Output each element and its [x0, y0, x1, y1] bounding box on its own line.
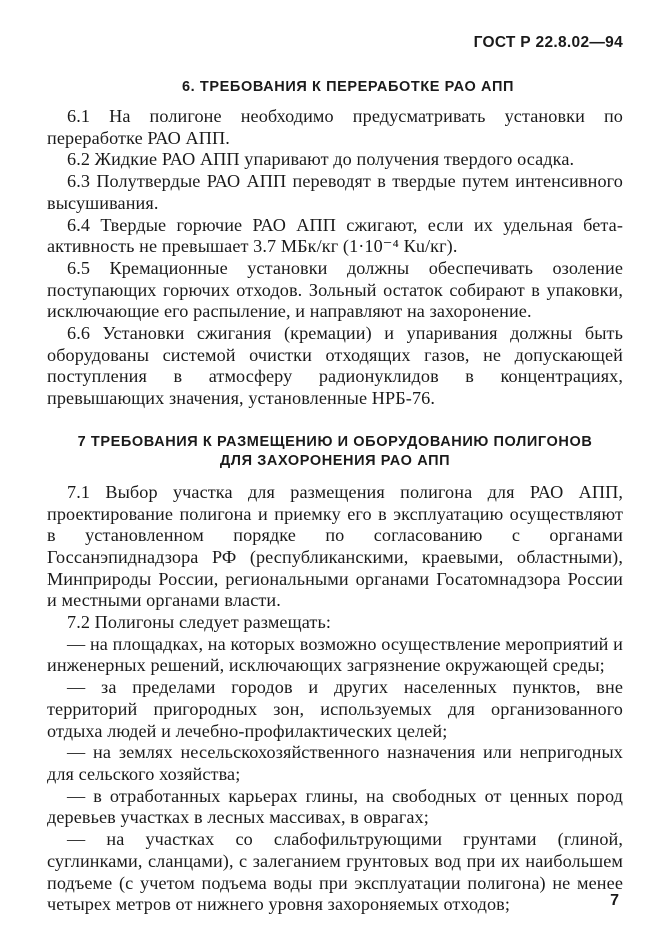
paragraph-6-6: 6.6 Установки сжигания (кремации) и упаривания должны быть оборудованы системой очистки отходящих газов, не допускающей поступления в атмосферу радионуклидов в концентрациях, превышающих значения, установленные НРБ-76.	[47, 323, 623, 409]
standard-code: ГОСТ Р 22.8.02—94	[473, 34, 623, 51]
page-content	[47, 78, 623, 916]
paragraph-7-1: 7.1 Выбор участка для размещения полигона для РАО АПП, проектирование полигона и приемку его в эксплуатацию осуществляют в установленном порядке по согласованию с органами Госсанэпиднадзора РФ (республиканскими, краевыми, областными), Минприроды России, региональными органами Госатомнадзора России и местными органами власти.	[47, 481, 623, 611]
section-7-title-line-2: ДЛЯ ЗАХОРОНЕНИЯ РАО АПП	[219, 452, 451, 469]
paragraph-6-2: 6.2 Жидкие РАО АПП упаривают до получения твердого осадка.	[67, 149, 575, 170]
list-item-non-agricultural-land: — на землях несельскохозяйственного назначения или непригодных для сельского хозяйства;	[47, 742, 623, 784]
section-6-title: 6. ТРЕБОВАНИЯ К ПЕРЕРАБОТКЕ РАО АПП	[182, 79, 514, 95]
list-item-outside-cities: — за пределами городов и других населенных пунктов, вне территорий пригородных зон, используемых для организованного отдыха людей и лечебно-профилактических целей;	[47, 677, 623, 741]
section-7-title	[47, 433, 623, 471]
section-7-title-line-1: 7 ТРЕБОВАНИЯ К РАЗМЕЩЕНИЮ И ОБОРУДОВАНИЮ ПОЛИГОНОВ	[77, 433, 593, 450]
paragraph-6-3: 6.3 Полутвердые РАО АПП переводят в твердые путем интенсивного высушивания.	[47, 171, 623, 213]
page-number: 7	[610, 892, 619, 909]
paragraph-6-5: 6.5 Кремационные установки должны обеспечивать озоление поступающих горючих отходов. Зольный остаток собирают в упаковки, исключающие его распыление, и направляют на захоронение.	[47, 257, 623, 322]
paragraph-7-2: 7.2 Полигоны следует размещать:	[67, 612, 332, 633]
list-item-sites: — на площадках, на которых возможно осуществление мероприятий и инженерных решений, исключающих загрязнение окружающей среды;	[47, 633, 623, 676]
list-item-low-filtration-soils: — на участках со слабофильтрующими грунтами (глиной, суглинками, сланцами), с залеганием грунтовых вод при их наибольшем подъеме (с учетом подъема воды при эксплуатации полигона) не менее четырех метров от нижнего уровня захороняемых отходов;	[47, 829, 623, 915]
paragraph-6-1: 6.1 На полигоне необходимо предусматривать установки по переработке РАО АПП.	[47, 106, 623, 148]
paragraph-6-4: 6.4 Твердые горючие РАО АПП сжигают, если их удельная бета-активность не превышает 3.7 МБк/кг (1·10⁻⁴ Кu/кг).	[47, 214, 623, 257]
list-item-clay-quarries: — в отработанных карьерах глины, на свободных от ценных пород деревьев участках в лесных массивах, в оврагах;	[47, 785, 623, 828]
